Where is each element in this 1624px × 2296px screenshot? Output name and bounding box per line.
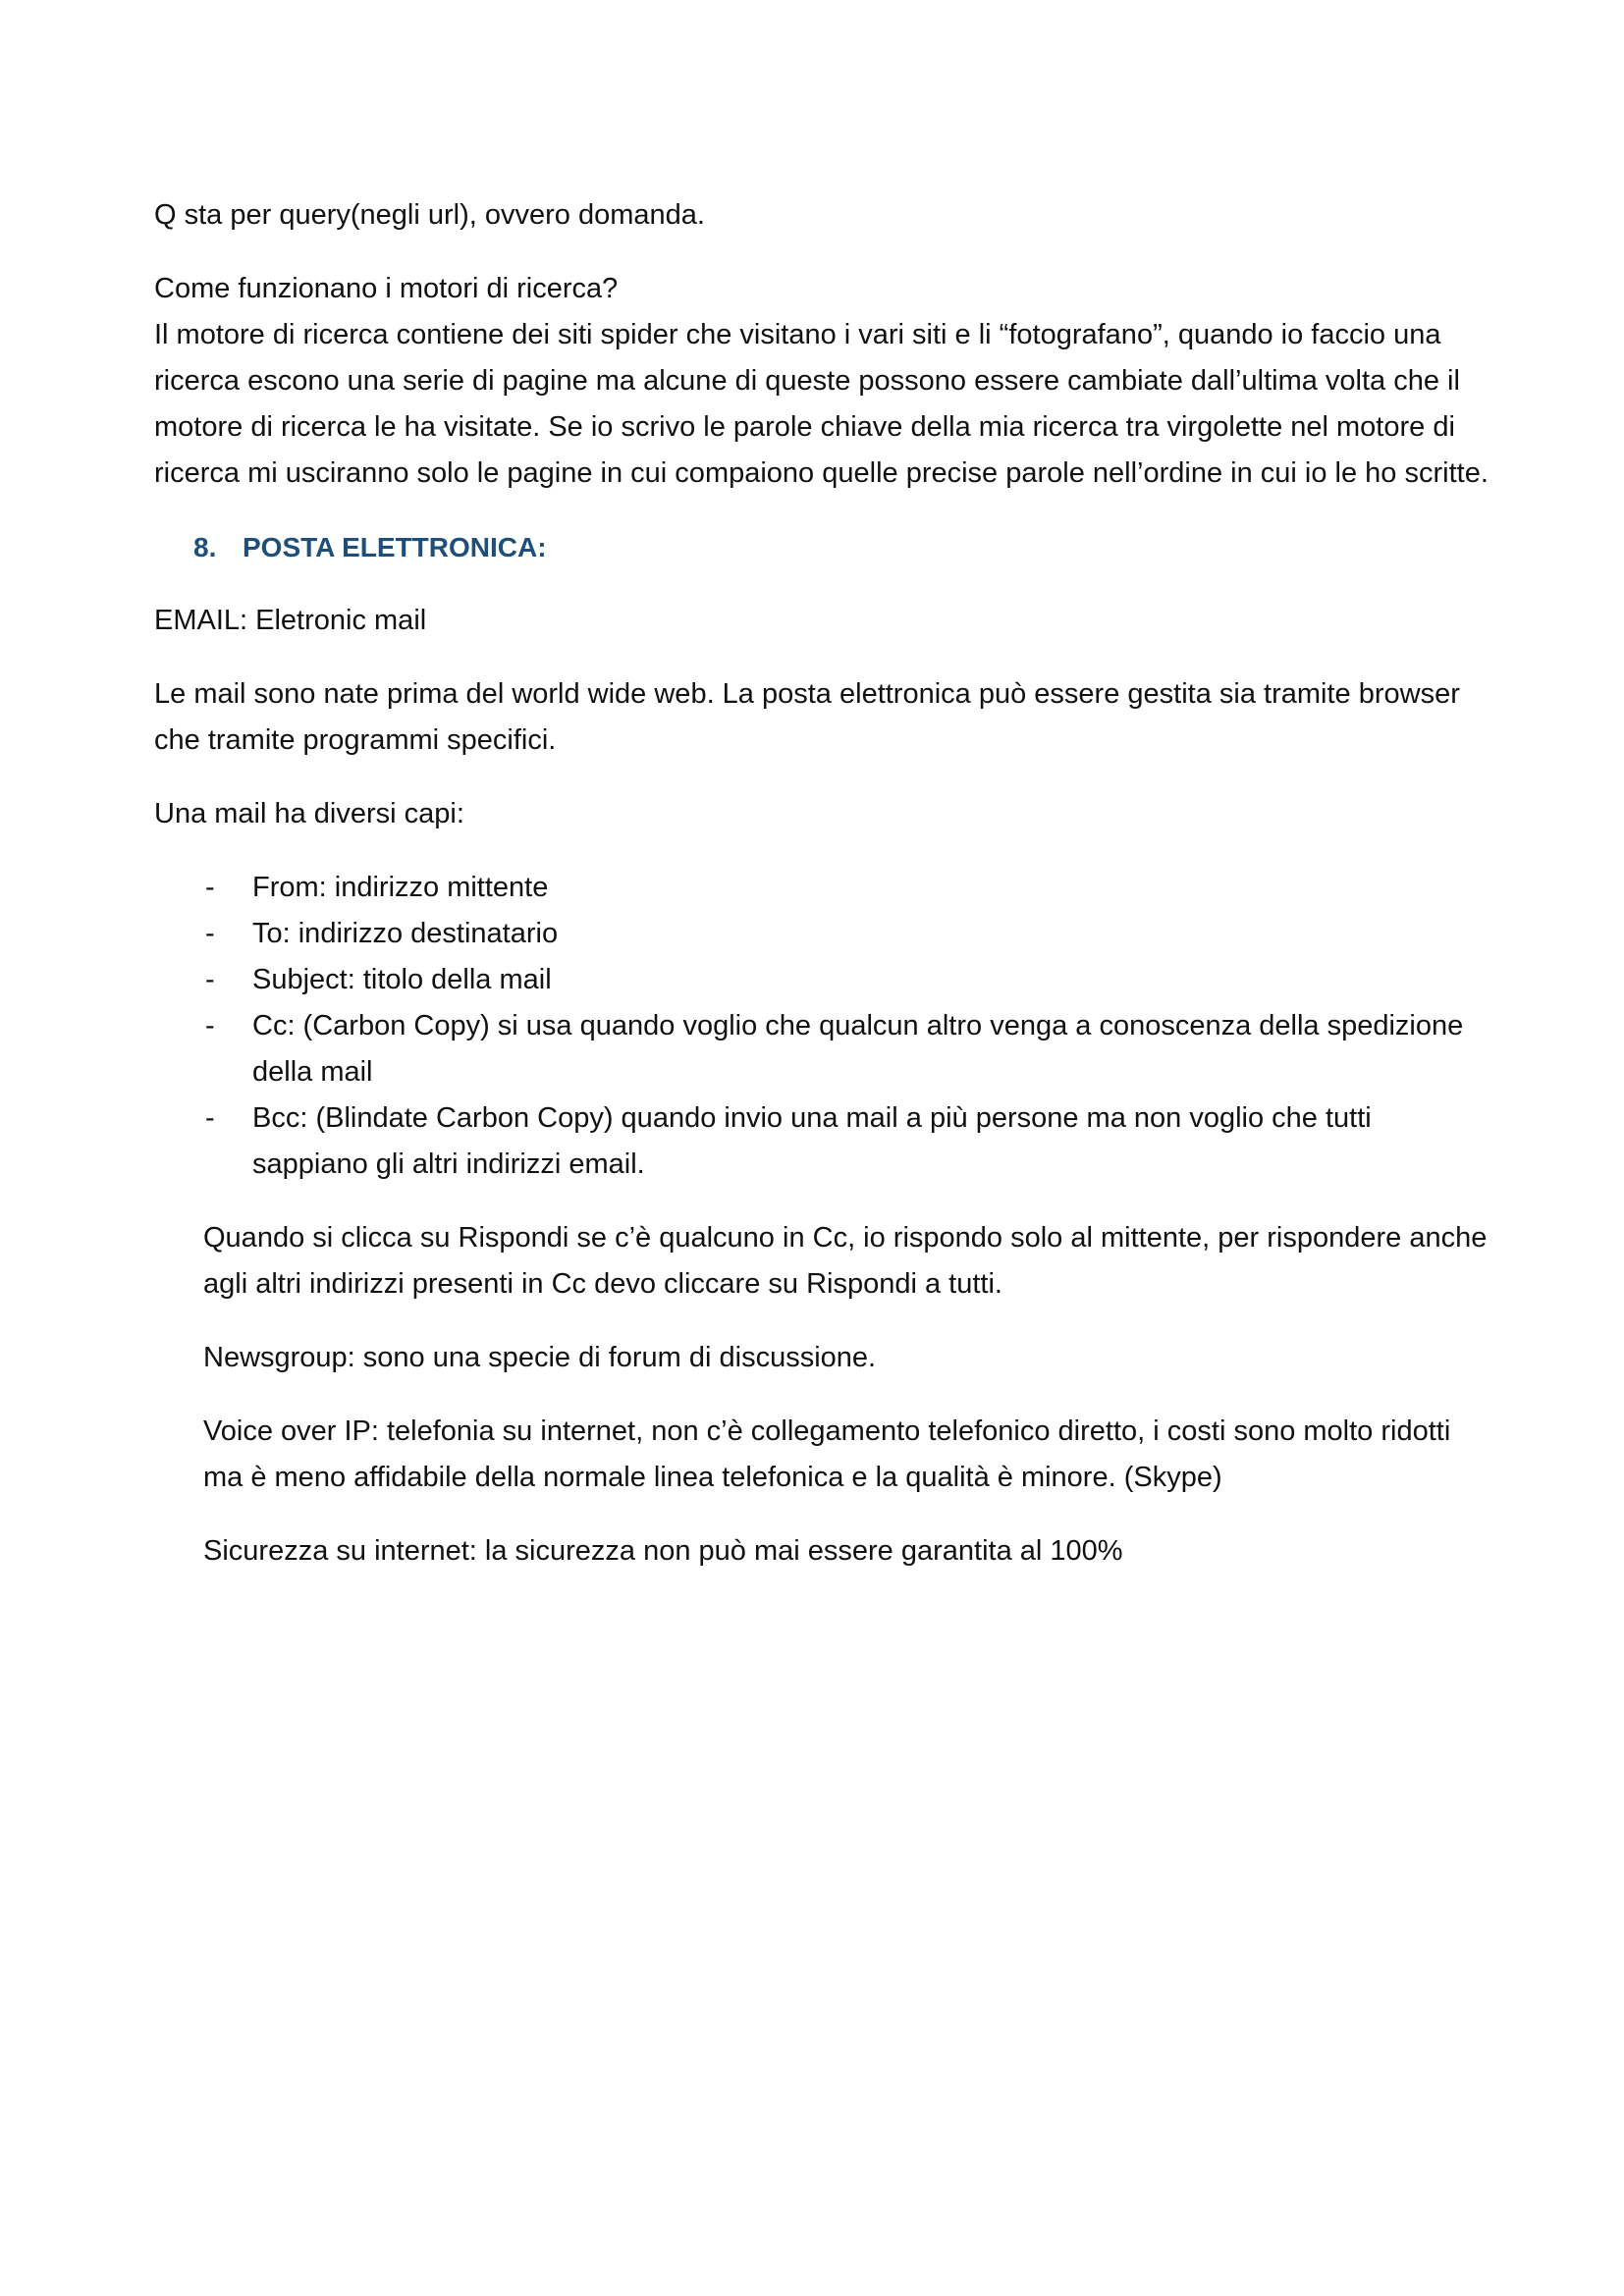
bullet-dash: - (205, 964, 215, 995)
paragraph-security: Sicurezza su internet: la sicurezza non può mai essere garantita al 100% (203, 1535, 1123, 1567)
list-item-text: Cc: (Carbon Copy) si usa quando voglio che qualcun altro venga a conoscenza della spedizione della mail (252, 1010, 1464, 1088)
list-item (154, 957, 1489, 1003)
paragraph-email-fields-intro: Una mail ha diversi capi: (154, 798, 464, 829)
bullet-dash: - (205, 1102, 215, 1134)
paragraph-query: Q sta per query(negli url), ovvero domanda. (154, 199, 705, 231)
section-number: 8. (193, 532, 217, 562)
list-item (154, 1095, 1489, 1188)
list-item-text: From: indirizzo mittente (252, 872, 549, 903)
bullet-dash: - (205, 872, 215, 903)
list-item-text: Bcc: (Blindate Carbon Copy) quando invio una mail a più persone ma non voglio che tutti sappiano gli altri indirizzi email. (252, 1102, 1372, 1180)
paragraph-search-engines-title: Come funzionano i motori di ricerca? (154, 273, 619, 304)
page-content (154, 192, 1489, 1602)
email-fields-list (154, 865, 1489, 1188)
bullet-dash: - (205, 918, 215, 949)
list-item-text: To: indirizzo destinatario (252, 918, 559, 949)
paragraph-email-definition: EMAIL: Eletronic mail (154, 605, 427, 636)
bullet-dash: - (205, 1010, 215, 1041)
paragraph-email-intro: Le mail sono nate prima del world wide web. La posta elettronica può essere gestita sia tramite browser che tramite programmi specifici. (154, 678, 1460, 756)
paragraph-newsgroup: Newsgroup: sono una specie di forum di discussione. (203, 1342, 877, 1373)
paragraph-search-engines-body: Il motore di ricerca contiene dei siti spider che visitano i vari siti e li “fotografano”, quando io faccio una ricerca escono una serie di pagine ma alcune di queste possono essere cambiate dall’ultima volta che il motore di ricerca le ha visitate. Se io scrivo le parole chiave della mia ricerca tra virgolette nel motore di ricerca mi usciranno solo le pagine in cui compaiono quelle precise parole nell’ordine in cui io le ho scritte. (154, 319, 1489, 489)
section-heading (154, 524, 1489, 570)
paragraph-voip: Voice over IP: telefonia su internet, non c’è collegamento telefonico diretto, i costi sono molto ridotti ma è meno affidabile della normale linea telefonica e la qualità è minore. (Skype) (203, 1415, 1451, 1493)
paragraph-reply-note: Quando si clicca su Rispondi se c’è qualcuno in Cc, io rispondo solo al mittente, per rispondere anche agli altri indirizzi presenti in Cc devo cliccare su Rispondi a tutti. (203, 1222, 1488, 1300)
list-item (154, 1003, 1489, 1095)
list-item (154, 865, 1489, 911)
list-item-text: Subject: titolo della mail (252, 964, 552, 995)
list-item (154, 911, 1489, 957)
section-title: POSTA ELETTRONICA: (243, 532, 547, 562)
